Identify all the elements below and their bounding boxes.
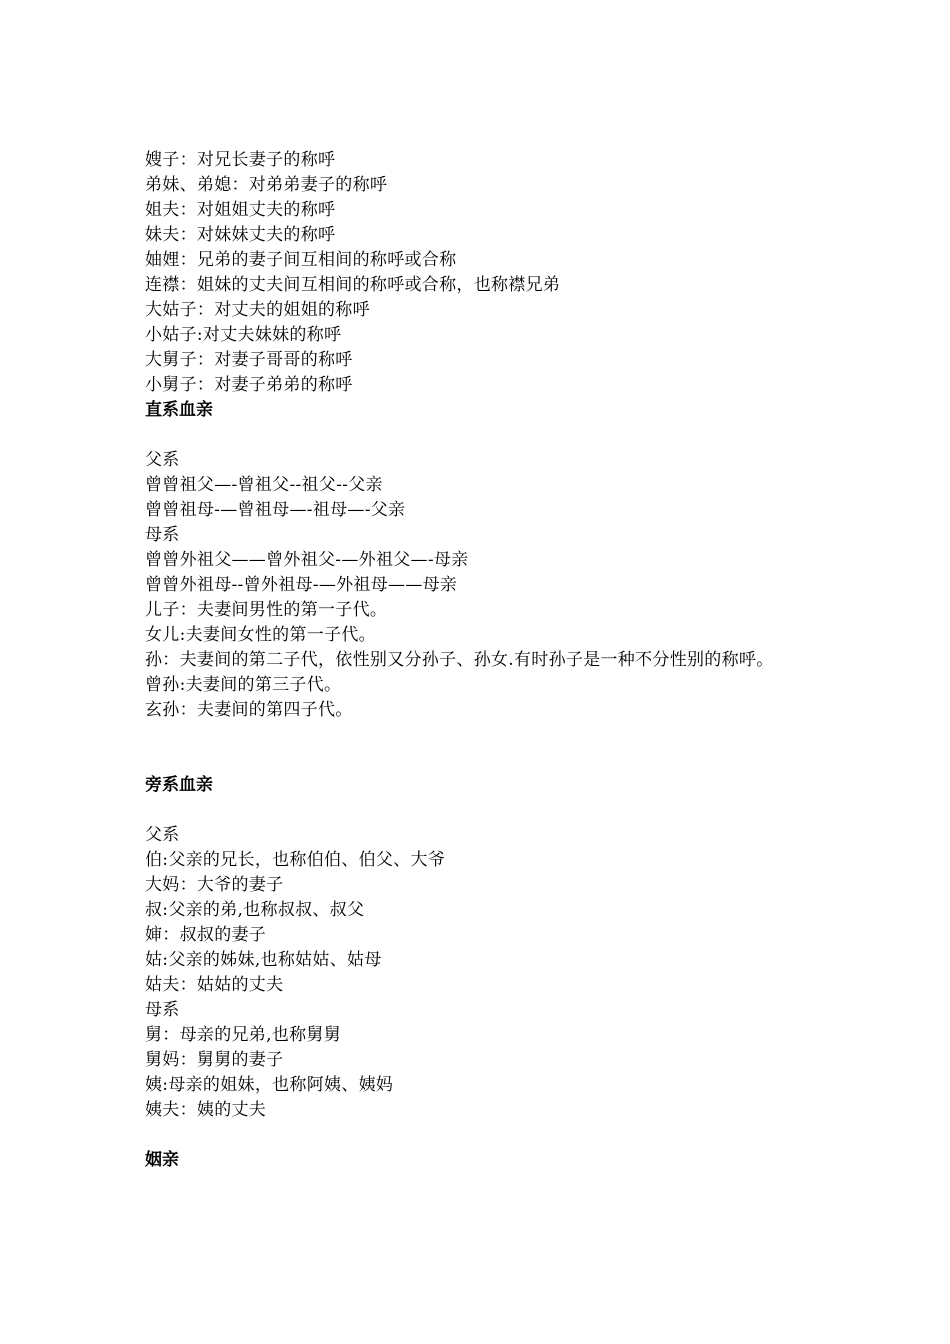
descendant-line: 孙：夫妻间的第二子代，依性别又分孙子、孙女.有时孙子是一种不分性别的称呼。: [145, 650, 774, 670]
relative-line: 婶：叔叔的妻子: [145, 925, 267, 945]
descendant-line: 女儿:夫妻间女性的第一子代。: [145, 625, 376, 645]
term-line: 妯娌：兄弟的妻子间互相间的称呼或合称: [145, 250, 457, 270]
section-heading-direct: 直系血亲: [145, 400, 213, 420]
lineage-line: 曾曾外祖父——曾外祖父-—外祖父—-母亲: [145, 550, 469, 570]
maternal-label: 母系: [145, 1000, 180, 1020]
relative-line: 叔:父亲的弟,也称叔叔、叔父: [145, 900, 365, 920]
relative-line: 姨夫：姨的丈夫: [145, 1100, 267, 1120]
lineage-line: 曾曾祖母-—曾祖母—-祖母—-父亲: [145, 500, 406, 520]
relative-line: 姨:母亲的姐妹，也称阿姨、姨妈: [145, 1075, 394, 1095]
direct-relatives-section: [145, 398, 835, 723]
paternal-label: 父系: [145, 450, 180, 470]
term-line: 妹夫：对妹妹丈夫的称呼: [145, 225, 336, 245]
lineage-line: 曾曾祖父—-曾祖父--祖父--父亲: [145, 475, 383, 495]
document-page: [145, 148, 835, 1173]
term-line: 小舅子：对妻子弟弟的称呼: [145, 375, 353, 395]
descendant-line: 曾孙:夫妻间的第三子代。: [145, 675, 342, 695]
affinity-section: [145, 1148, 835, 1173]
term-line: 大姑子：对丈夫的姐姐的称呼: [145, 300, 370, 320]
term-line: 弟妹、弟媳：对弟弟妻子的称呼: [145, 175, 388, 195]
relative-line: 舅妈：舅舅的妻子: [145, 1050, 284, 1070]
term-line: 姐夫：对姐姐丈夫的称呼: [145, 200, 336, 220]
term-line: 嫂子：对兄长妻子的称呼: [145, 150, 336, 170]
paternal-label: 父系: [145, 825, 180, 845]
lineage-line: 曾曾外祖母--曾外祖母-—外祖母——母亲: [145, 575, 458, 595]
in-law-terms-list: [145, 148, 835, 398]
collateral-relatives-section: [145, 773, 835, 1123]
term-line: 小姑子:对丈夫妹妹的称呼: [145, 325, 342, 345]
maternal-label: 母系: [145, 525, 180, 545]
relative-line: 姑夫：姑姑的丈夫: [145, 975, 284, 995]
descendant-line: 儿子：夫妻间男性的第一子代。: [145, 600, 388, 620]
relative-line: 大妈：大爷的妻子: [145, 875, 284, 895]
relative-line: 舅：母亲的兄弟,也称舅舅: [145, 1025, 342, 1045]
term-line: 连襟：姐妹的丈夫间互相间的称呼或合称，也称襟兄弟: [145, 275, 561, 295]
relative-line: 姑:父亲的姊妹,也称姑姑、姑母: [145, 950, 382, 970]
section-heading-affinity: 姻亲: [145, 1150, 179, 1170]
section-heading-collateral: 旁系血亲: [145, 775, 213, 795]
descendant-line: 玄孙：夫妻间的第四子代。: [145, 700, 353, 720]
term-line: 大舅子：对妻子哥哥的称呼: [145, 350, 353, 370]
relative-line: 伯:父亲的兄长，也称伯伯、伯父、大爷: [145, 850, 446, 870]
